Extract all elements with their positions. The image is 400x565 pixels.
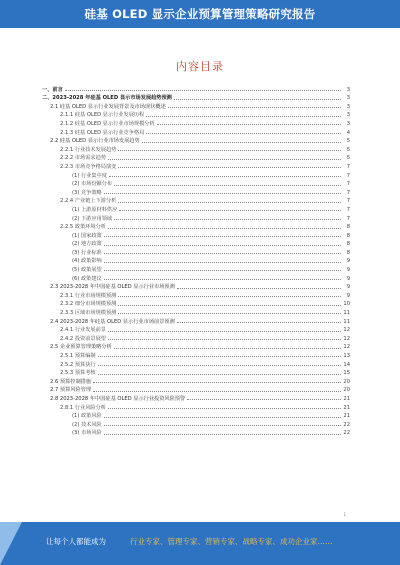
toc-dot-leader [108, 159, 341, 160]
toc-entry-page: 3 [346, 112, 350, 119]
toc-entry-title: 2.4.2 投资前景展望 [60, 335, 106, 342]
toc-entry-title: 2.2.3 市场竞争格局演变 [60, 163, 117, 170]
toc-entry-title: 2.3.2 细分市场规模预测 [60, 301, 117, 308]
toc-entry-page: 5 [346, 138, 350, 145]
toc-dot-leader [168, 107, 341, 108]
toc-entry-page: 9 [346, 267, 350, 274]
toc-entry-title: 一、前言 [42, 86, 63, 93]
toc-entry-page: 21 [343, 404, 350, 411]
toc-entry-page: 15 [343, 370, 350, 377]
toc-entry-title: (2) 下游应用领域 [72, 215, 113, 222]
toc-entry[interactable] [42, 350, 350, 359]
toc-dot-leader [104, 279, 341, 280]
toc-entry-page: 7 [346, 215, 350, 222]
toc-entry-page: 12 [343, 335, 350, 342]
toc-entry[interactable] [42, 204, 350, 213]
toc-entry-title: 2.2.5 政策环境分析 [60, 224, 106, 231]
toc-entry[interactable] [42, 376, 350, 385]
toc-entry-page: 22 [343, 421, 350, 428]
toc-entry[interactable] [42, 101, 350, 110]
toc-entry-title: 2.1.1 硅基 OLED 显示行业发展历程 [60, 112, 145, 119]
toc-dot-leader [157, 124, 341, 125]
toc-entry-page: 13 [343, 353, 350, 359]
toc-entry-title: (1) 行业集中度 [72, 172, 107, 179]
toc-entry-title: 2.5.2 预算执行 [60, 361, 96, 368]
toc-entry[interactable] [42, 127, 350, 136]
toc-entry-page: 3 [346, 120, 350, 127]
toc-entry[interactable] [42, 325, 350, 334]
toc-dot-leader [98, 374, 341, 375]
toc-entry[interactable] [42, 239, 350, 248]
toc-entry-title: (3) 行业标准 [72, 249, 102, 256]
toc-dot-leader [108, 408, 341, 409]
toc-dot-leader [174, 99, 341, 100]
toc-dot-leader [114, 185, 341, 186]
toc-entry[interactable] [42, 307, 350, 316]
toc-entry[interactable] [42, 316, 350, 325]
toc-dot-leader [93, 382, 341, 383]
toc-dot-leader [98, 356, 341, 357]
toc-entry-title: 2.1 硅基 OLED 显示行业发展背景及市场现状概述 [50, 103, 166, 110]
toc-entry-page: 20 [343, 378, 350, 385]
toc-entry-title: 2.4 2023-2028 年硅基 OLED 显示行业市场前景预测 [50, 318, 175, 325]
toc-entry[interactable] [42, 342, 350, 351]
toc-dot-leader [104, 253, 341, 254]
toc-entry[interactable] [42, 333, 350, 342]
toc-entry-page: 12 [343, 327, 350, 334]
table-of-contents [42, 84, 350, 436]
toc-dot-leader [118, 296, 341, 297]
toc-entry[interactable] [42, 411, 350, 420]
toc-entry-title: 2.5 企业预算管理策略分析 [50, 344, 112, 351]
footer-slogan: 让每个人都能成为 [46, 537, 106, 546]
toc-entry-page: 12 [343, 344, 350, 351]
toc-entry[interactable] [42, 170, 350, 179]
toc-entry[interactable] [42, 118, 350, 127]
toc-entry-title: (1) 上游原材料供应 [72, 206, 118, 213]
toc-entry-title: (2) 市场份额分布 [72, 181, 113, 188]
toc-entry[interactable] [42, 402, 350, 411]
toc-entry-page: 7 [346, 163, 350, 170]
toc-entry-page: 7 [346, 181, 350, 188]
toc-entry-page: 3 [346, 95, 350, 102]
toc-entry[interactable] [42, 393, 350, 402]
toc-dot-leader [114, 219, 341, 220]
toc-entry-page: 9 [346, 292, 350, 299]
toc-dot-leader [104, 434, 341, 435]
toc-entry-title: 2.6 预算控制措施 [50, 378, 92, 385]
toc-dot-leader [108, 339, 341, 340]
toc-entry-page: 11 [343, 318, 350, 325]
toc-entry-page: 7 [346, 198, 350, 205]
toc-entry-title: 2.2.4 产业链上下游分析 [60, 198, 117, 205]
toc-entry-page: 5 [346, 155, 350, 162]
toc-entry-title: 2.8.1 行业风险分析 [60, 404, 106, 411]
toc-entry[interactable] [42, 222, 350, 231]
toc-entry[interactable] [42, 256, 350, 265]
toc-dot-leader [177, 288, 341, 289]
toc-entry[interactable] [42, 213, 350, 222]
toc-entry-title: (1) 国家政策 [72, 232, 102, 239]
toc-entry[interactable] [42, 368, 350, 377]
toc-entry-title: (6) 政策建议 [72, 275, 102, 282]
toc-dot-leader [93, 391, 341, 392]
toc-entry-page: 10 [343, 301, 350, 308]
toc-dot-leader [65, 90, 341, 91]
toc-entry-page: 7 [346, 206, 350, 213]
toc-entry[interactable] [42, 144, 350, 153]
toc-dot-leader [118, 305, 341, 306]
toc-entry-title: 2.4.1 行业发展前景 [60, 327, 106, 334]
toc-entry[interactable] [42, 385, 350, 394]
toc-dot-leader [177, 322, 341, 323]
toc-entry-title: (2) 地方政策 [72, 241, 102, 248]
footer-banner [0, 522, 400, 565]
toc-dot-leader [109, 176, 341, 177]
toc-entry-title: (4) 政策影响 [72, 258, 102, 265]
toc-heading: 内容目录 [176, 60, 224, 73]
toc-entry-title: (2) 技术风险 [72, 421, 102, 428]
toc-dot-leader [187, 399, 341, 400]
toc-entry-title: (3) 竞争策略 [72, 189, 102, 196]
toc-dot-leader [104, 262, 341, 263]
toc-entry-title: (5) 政策展望 [72, 267, 102, 274]
toc-entry[interactable] [42, 299, 350, 308]
toc-entry-title: 2.7 预算风险管理 [50, 387, 92, 394]
toc-entry-title: 2.2 硅基 OLED 显示行业市场发展趋势 [50, 138, 140, 145]
toc-dot-leader [118, 202, 341, 203]
toc-entry-page: 4 [346, 129, 350, 136]
toc-entry-page: 21 [343, 413, 350, 420]
toc-dot-leader [104, 193, 341, 194]
document-title: 硅基 OLED 显示企业预算管理策略研究报告 [84, 7, 316, 21]
toc-entry[interactable] [42, 93, 350, 102]
toc-dot-leader [146, 133, 341, 134]
toc-dot-leader [118, 150, 341, 151]
toc-entry-title: (1) 政策风险 [72, 413, 102, 420]
toc-entry[interactable] [42, 359, 350, 368]
toc-entry[interactable] [42, 230, 350, 239]
toc-dot-leader [114, 348, 341, 349]
toc-entry-page: 9 [346, 275, 350, 282]
toc-dot-leader [119, 210, 341, 211]
toc-entry-page: 11 [343, 310, 350, 317]
toc-entry-page: 8 [346, 249, 350, 256]
toc-entry-title: 2.5.3 预算考核 [60, 370, 96, 377]
toc-entry-page: 8 [346, 232, 350, 239]
toc-entry[interactable] [42, 161, 350, 170]
toc-dot-leader [108, 228, 341, 229]
toc-entry-page: 22 [343, 430, 350, 437]
toc-entry[interactable] [42, 153, 350, 162]
toc-entry[interactable] [42, 290, 350, 299]
toc-entry-title: 2.5.1 预算编制 [60, 353, 96, 359]
document-header-banner [0, 0, 400, 28]
toc-entry-page: 9 [346, 284, 350, 291]
toc-entry[interactable] [42, 282, 350, 291]
toc-dot-leader [118, 313, 341, 314]
toc-entry[interactable] [42, 136, 350, 145]
toc-dot-leader [98, 365, 341, 366]
toc-dot-leader [104, 417, 341, 418]
toc-entry-page: 3 [346, 103, 350, 110]
toc-entry[interactable] [42, 247, 350, 256]
toc-dot-leader [104, 245, 341, 246]
toc-entry-title: 2.2.1 行业技术发展趋势 [60, 146, 117, 153]
toc-entry-page: 9 [346, 258, 350, 265]
toc-entry[interactable] [42, 428, 350, 437]
toc-entry-page: 8 [346, 224, 350, 231]
toc-entry-title: 2.8 2023-2028 年中国硅基 OLED 显示行业投资风险预警 [50, 395, 186, 402]
toc-entry[interactable] [42, 110, 350, 119]
toc-entry[interactable] [42, 179, 350, 188]
toc-entry-page: 7 [346, 172, 350, 179]
toc-entry-page: 21 [343, 395, 350, 402]
toc-entry-page: 20 [343, 387, 350, 394]
toc-dot-leader [108, 331, 341, 332]
toc-entry-page: 5 [346, 146, 350, 153]
toc-entry-title: 2.2.2 市场需求趋势 [60, 155, 106, 162]
page-number: 1 [343, 512, 346, 517]
toc-entry-title: 2.1.2 硅基 OLED 显示行业市场规模分析 [60, 120, 155, 127]
toc-entry[interactable] [42, 187, 350, 196]
toc-entry[interactable] [42, 273, 350, 282]
toc-entry-title: 2.3.1 行业市场规模预测 [60, 292, 117, 299]
toc-entry-title: 2.1.3 硅基 OLED 显示行业竞争格局 [60, 129, 145, 136]
toc-entry[interactable] [42, 84, 350, 93]
toc-entry[interactable] [42, 264, 350, 273]
toc-dot-leader [104, 270, 341, 271]
footer-accent-stripe [0, 522, 22, 565]
footer-tags: 行业专家、管理专家、营销专家、战略专家、成功企业家…… [130, 537, 333, 546]
toc-entry[interactable] [42, 196, 350, 205]
toc-entry-title: 2.3.3 区域市场规模预测 [60, 310, 117, 317]
toc-entry-page: 7 [346, 189, 350, 196]
toc-entry-title: (3) 市场风险 [72, 430, 102, 437]
toc-dot-leader [146, 116, 341, 117]
toc-dot-leader [104, 425, 341, 426]
toc-dot-leader [118, 167, 341, 168]
toc-entry[interactable] [42, 419, 350, 428]
toc-entry-title: 2.3 2023-2028 年中国硅基 OLED 显示行业市场预测 [50, 284, 175, 291]
toc-entry-page: 3 [346, 86, 350, 93]
toc-dot-leader [142, 142, 341, 143]
toc-entry-page: 14 [343, 361, 350, 368]
toc-dot-leader [104, 236, 341, 237]
toc-entry-title: 二、2023-2028 年硅基 OLED 显示市场发展趋势预测 [42, 95, 172, 102]
toc-entry-page: 8 [346, 241, 350, 248]
